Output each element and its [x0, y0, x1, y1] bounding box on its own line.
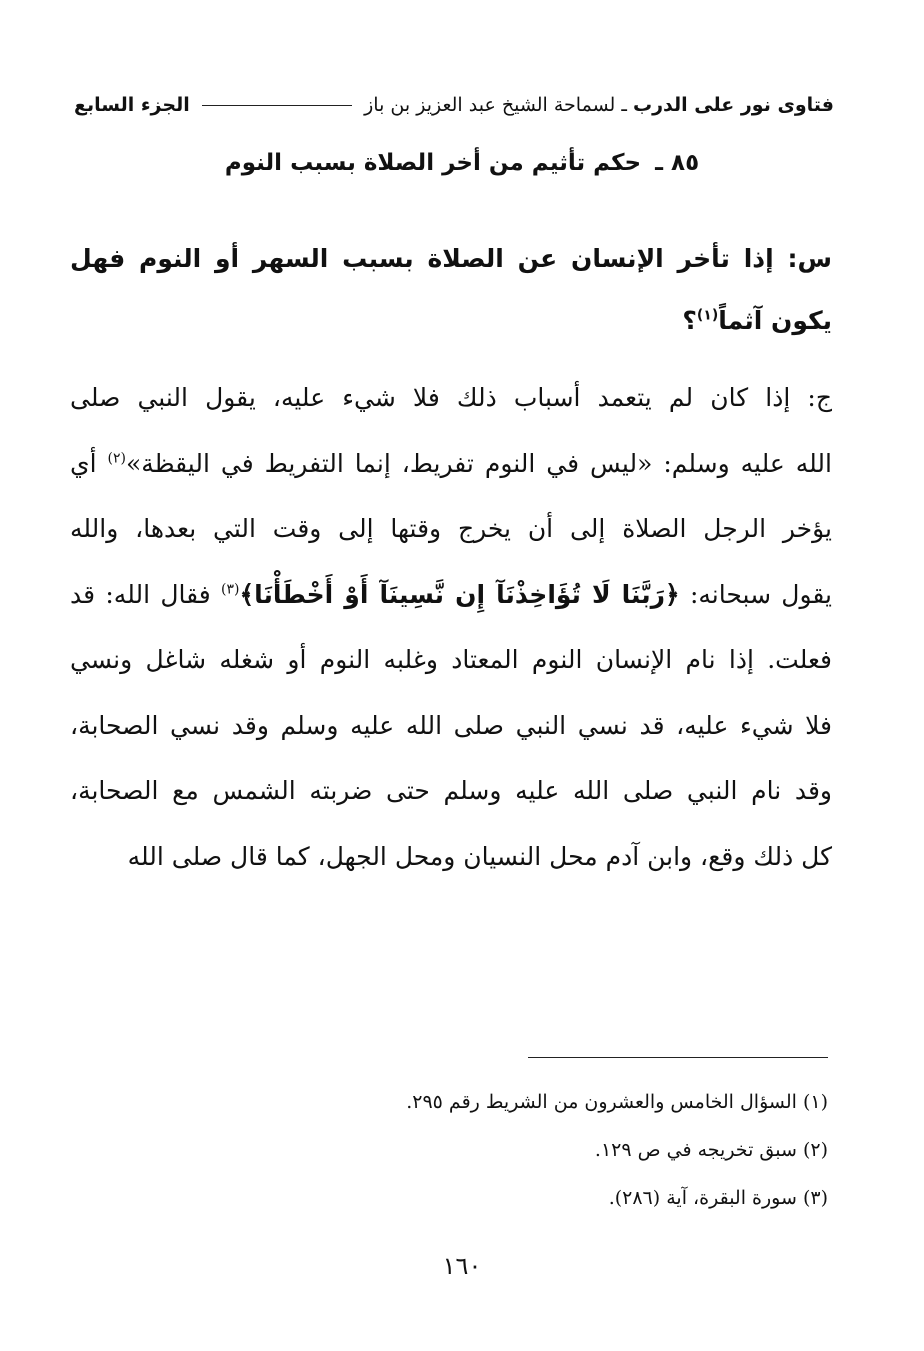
header-part: الجزء السابع	[74, 94, 190, 116]
footnote-ref-1: (١)	[696, 307, 719, 324]
running-header	[74, 88, 834, 122]
answer-line-3: يؤخر الرجل الصلاة إلى أن يخرج وقتها إلى وقت التي بعدها، والله	[70, 514, 832, 543]
answer-line-6: فلا شيء عليه، قد نسي النبي صلى الله عليه وسلم وقد نسي الصحابة،	[70, 710, 832, 740]
question-text: س: إذا تأخر الإنسان عن الصلاة بسبب السهر أو النوم فهل يكون آثماً	[70, 244, 832, 335]
footnote-ref-3: (٣)	[221, 581, 240, 598]
answer-line-2-end: أي	[70, 448, 108, 478]
answer-line-5: فعلت. إذا نام الإنسان النوم المعتاد وغلبه النوم أو شغله شاغل ونسي	[70, 645, 832, 674]
footnote-ref-2: (٢)	[107, 450, 126, 467]
header-author: لسماحة الشيخ عبد العزيز بن باز	[364, 94, 616, 116]
answer-line-4-text: يقول سبحانه:	[679, 579, 832, 609]
footnote-3: (٣) سورة البقرة، آية (٢٨٦).	[608, 1187, 828, 1209]
answer-line-8: كل ذلك وقع، وابن آدم محل النسيان ومحل الجهل، كما قال صلى الله	[127, 841, 832, 871]
section-title-text: حكم تأثيم من أخر الصلاة بسبب النوم	[224, 150, 642, 176]
footnote-1: (١) السؤال الخامس والعشرون من الشريط رقم ٢٩٥.	[406, 1091, 828, 1113]
question-paragraph	[70, 228, 832, 352]
answer-line-2	[70, 431, 832, 497]
quran-verse: ﴿رَبَّنَا لَا تُؤَاخِذْنَآ إِن نَّسِينَآ أَوْ أَخْطَأْنَا﴾	[239, 579, 680, 609]
page-number: ١٦٠	[442, 1252, 482, 1280]
answer-line-4	[70, 562, 832, 628]
answer-line-2-text: الله عليه وسلم: «ليس في النوم تفريط، إنما التفريط في اليقظة»	[125, 448, 832, 478]
answer-line-4-end: فقال الله: قد	[70, 579, 222, 609]
footnote-2: (٢) سبق تخريجه في ص ١٢٩.	[594, 1139, 828, 1161]
header-book-author	[364, 94, 834, 116]
header-book-title: فتاوى نور على الدرب	[633, 94, 834, 116]
section-title	[0, 150, 924, 176]
answer-line-7: وقد نام النبي صلى الله عليه وسلم حتى ضربته الشمس مع الصحابة،	[70, 776, 832, 805]
header-rule	[202, 105, 352, 106]
answer-line-1: ج: إذا كان لم يتعمد أسباب ذلك فلا شيء عليه، يقول النبي صلى	[70, 383, 832, 412]
footnotes	[228, 1078, 828, 1222]
header-dash: ـ	[621, 94, 627, 116]
section-number: ٨٥ ـ	[655, 150, 700, 176]
footnote-separator	[528, 1057, 828, 1058]
question-end: ؟	[682, 306, 697, 335]
answer-paragraph	[70, 365, 832, 889]
